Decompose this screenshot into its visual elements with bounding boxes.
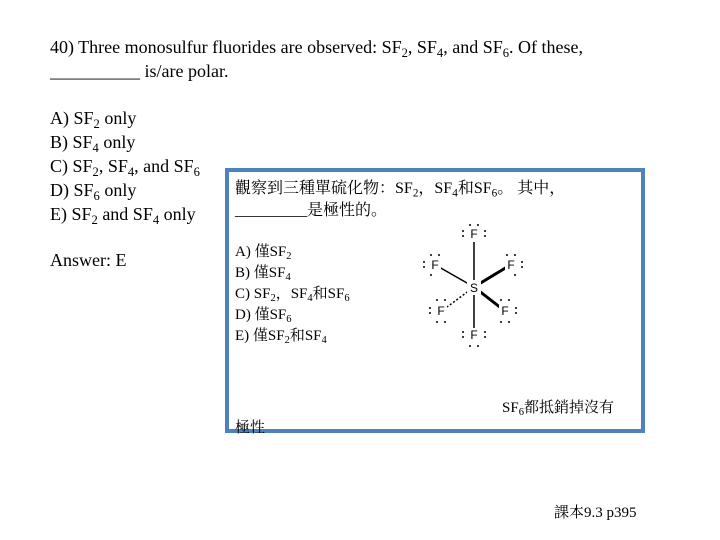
choice-c: C) $SF_2$, $SF_4$, and $SF_6$ [50,156,200,179]
translation-box [225,168,645,436]
atom-s: S [469,281,479,295]
sf6-lewis-structure [419,222,529,352]
atom-f-upper-left: F [431,258,439,272]
textbook-reference: 課本9.3 p395 [554,505,637,521]
translation-question-line-2: _________是極性的。 [235,202,388,219]
translation-choice-e: E) 僅$SF_2$和$SF_4$ [235,328,327,347]
translation-choice-b: B) 僅$SF_4$ [235,265,291,284]
answer-text: Answer: E [50,250,127,270]
translation-choice-d: D) 僅$SF_6$ [235,307,292,326]
note-line-2: 極性 [235,420,266,436]
choice-a: A) $SF_2$ only [50,108,137,131]
choice-e: E) $SF_2$ and $SF_4$ only [50,204,196,227]
question-line-2: __________ is/are polar. [50,61,229,81]
choice-b: B) $SF_4$ only [50,132,136,155]
translation-choice-c: C) $SF_2$，$SF_4$和$SF_6$ [235,286,350,305]
translation-question-line-1: 觀察到三種單硫化物：$SF_2$，$SF_4$和$SF_6$。 其中， [235,180,566,200]
atom-f-top: F [470,227,478,241]
note-line-1: $SF_6$都抵銷掉沒有 [502,400,614,419]
atom-f-upper-right: F [507,258,515,272]
translation-choice-a: A) 僅$SF_2$ [235,244,292,263]
question-line-1: 40) Three monosulfur fluorides are observed: $SF_2$, $SF_4$, and $SF_6$. Of these, [50,37,584,60]
atom-f-bottom: F [470,328,478,342]
atom-f-lower-right: F [501,304,509,318]
choice-d: D) $SF_6$ only [50,180,137,203]
atom-f-lower-left: F [437,304,445,318]
